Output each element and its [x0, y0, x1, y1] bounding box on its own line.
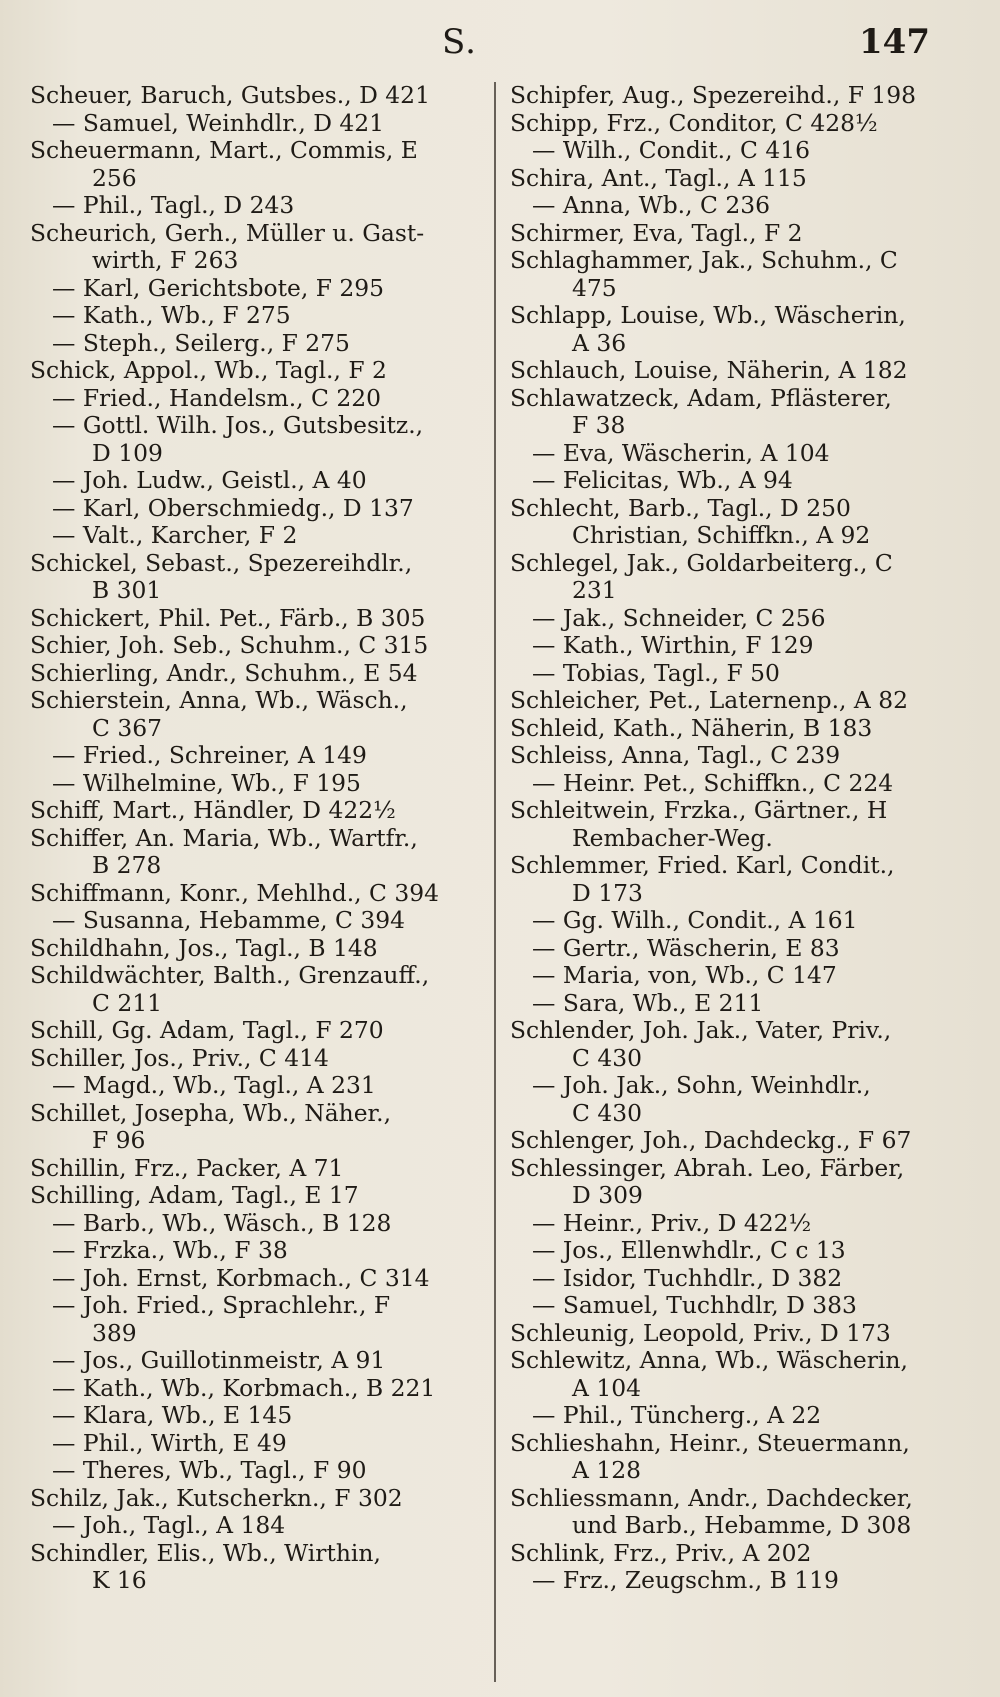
directory-entry: Schiller, Jos., Priv., C 414: [30, 1043, 329, 1072]
directory-subentry: — Gottl. Wilh. Jos., Gutsbesitz.,: [52, 411, 424, 439]
directory-subentry: — Kath., Wb., Korbmach., B 221: [52, 1373, 436, 1402]
directory-subentry: — Jak., Schneider, C 256: [532, 603, 826, 632]
directory-entry: Schillin, Frz., Packer, A 71: [30, 1153, 344, 1182]
directory-subentry: — Jos., Guillotinmeistr, A 91: [52, 1346, 386, 1374]
directory-entry: Schlapp, Louise, Wb., Wäscherin,: [510, 301, 906, 329]
entry-continuation: A 128: [572, 1456, 641, 1484]
directory-entry: Schleitwein, Frzka., Gärtner., H: [510, 796, 888, 824]
column-divider: [494, 82, 496, 1682]
directory-subentry: — Karl, Gerichtsbote, F 295: [52, 273, 385, 302]
entry-continuation: F 38: [572, 411, 626, 439]
directory-subentry: — Tobias, Tagl., F 50: [532, 658, 780, 687]
directory-entry: Schirmer, Eva, Tagl., F 2: [510, 218, 803, 247]
directory-entry: Schickel, Sebast., Spezereihdlr.,: [30, 548, 413, 577]
directory-entry: Schiff, Mart., Händler, D 422½: [30, 796, 396, 824]
directory-entry: Schipp, Frz., Conditor, C 428½: [510, 108, 878, 137]
section-letter: S.: [442, 22, 477, 62]
entry-continuation: C 367: [92, 713, 162, 742]
directory-entry: Schleiss, Anna, Tagl., C 239: [510, 741, 841, 769]
directory-entry: Schlewitz, Anna, Wb., Wäscherin,: [510, 1346, 908, 1374]
entry-continuation: 475: [572, 273, 617, 302]
directory-entry: Schierling, Andr., Schuhm., E 54: [30, 658, 418, 687]
directory-entry: Schildhahn, Jos., Tagl., B 148: [30, 933, 378, 962]
directory-entry: Schlegel, Jak., Goldarbeiterg., C: [510, 548, 893, 577]
directory-entry: Scheuermann, Mart., Commis, E: [30, 136, 418, 164]
directory-subentry: — Phil., Tüncherg., A 22: [532, 1401, 822, 1429]
directory-subentry: — Klara, Wb., E 145: [52, 1401, 293, 1429]
directory-entry: Schildwächter, Balth., Grenzauff.,: [30, 961, 430, 989]
page-header: [0, 22, 1000, 72]
directory-subentry: — Joh. Ludw., Geistl., A 40: [52, 466, 367, 494]
directory-subentry: — Isidor, Tuchhdlr., D 382: [532, 1263, 843, 1292]
directory-subentry: — Phil., Wirth, E 49: [52, 1428, 287, 1457]
directory-entry: Schick, Appol., Wb., Tagl., F 2: [30, 356, 387, 384]
directory-entry: Schlenger, Joh., Dachdeckg., F 67: [510, 1126, 912, 1154]
entry-continuation: 256: [92, 163, 137, 192]
entry-continuation: Rembacher-Weg.: [572, 823, 773, 852]
directory-entry: Schlauch, Louise, Näherin, A 182: [510, 356, 908, 384]
entry-continuation: wirth, F 263: [92, 246, 239, 274]
directory-subentry: — Theres, Wb., Tagl., F 90: [52, 1456, 367, 1484]
directory-entry: Schindler, Elis., Wb., Wirthin,: [30, 1538, 381, 1567]
directory-subentry: — Anna, Wb., C 236: [532, 191, 770, 219]
directory-subentry: — Sara, Wb., E 211: [532, 988, 764, 1017]
directory-subentry: — Jos., Ellenwhdlr., C c 13: [532, 1236, 846, 1264]
entry-continuation: A 104: [572, 1373, 641, 1402]
directory-subentry: — Frzka., Wb., F 38: [52, 1236, 288, 1264]
directory-entry: Schierstein, Anna, Wb., Wäsch.,: [30, 686, 408, 714]
entry-continuation: A 36: [572, 328, 627, 357]
entry-continuation: D 309: [572, 1181, 643, 1209]
entry-continuation: C 211: [92, 988, 162, 1017]
entry-continuation: C 430: [572, 1043, 642, 1072]
directory-entry: Schiffer, An. Maria, Wb., Wartfr.,: [30, 823, 418, 852]
directory-entry: Schlecht, Barb., Tagl., D 250: [510, 493, 851, 522]
directory-entry: Schipfer, Aug., Spezereihd., F 198: [510, 81, 917, 109]
directory-subentry: — Heinr., Priv., D 422½: [532, 1208, 812, 1237]
directory-entry: Schlink, Frz., Priv., A 202: [510, 1538, 812, 1567]
directory-entry: Schlaghammer, Jak., Schuhm., C: [510, 246, 898, 274]
directory-entry: Schleicher, Pet., Laternenp., A 82: [510, 686, 908, 714]
directory-subentry: — Susanna, Hebamme, C 394: [52, 906, 406, 934]
directory-entry: Schlieshahn, Heinr., Steuermann,: [510, 1428, 910, 1457]
directory-subentry: — Kath., Wb., F 275: [52, 301, 291, 329]
directory-entry: Scheuer, Baruch, Gutsbes., D 421: [30, 81, 430, 109]
entry-continuation: F 96: [92, 1126, 146, 1154]
directory-subentry: — Joh. Fried., Sprachlehr., F: [52, 1291, 391, 1319]
entry-continuation: B 301: [92, 576, 162, 604]
directory-entry: Schilling, Adam, Tagl., E 17: [30, 1181, 359, 1209]
entry-continuation: Christian, Schiffkn., A 92: [572, 521, 871, 549]
directory-entry: Schleid, Kath., Näherin, B 183: [510, 713, 873, 742]
directory-entry: Scheurich, Gerh., Müller u. Gast-: [30, 218, 425, 247]
directory-entry: Schleunig, Leopold, Priv., D 173: [510, 1318, 891, 1347]
directory-entry: Schlessinger, Abrah. Leo, Färber,: [510, 1153, 905, 1182]
directory-subentry: — Valt., Karcher, F 2: [52, 521, 298, 549]
directory-subentry: — Joh. Ernst, Korbmach., C 314: [52, 1263, 430, 1292]
entry-continuation: C 430: [572, 1098, 642, 1127]
directory-subentry: — Gertr., Wäscherin, E 83: [532, 933, 840, 962]
directory-entry: Schickert, Phil. Pet., Färb., B 305: [30, 603, 426, 632]
directory-entry: Schier, Joh. Seb., Schuhm., C 315: [30, 631, 429, 659]
entry-continuation: 231: [572, 576, 617, 604]
page-number: 147: [859, 22, 930, 62]
directory-entry: Schiffmann, Konr., Mehlhd., C 394: [30, 878, 439, 907]
directory-subentry: — Wilh., Condit., C 416: [532, 136, 810, 164]
directory-subentry: — Fried., Handelsm., C 220: [52, 383, 382, 412]
directory-entry: Schlender, Joh. Jak., Vater, Priv.,: [510, 1016, 892, 1044]
directory-subentry: — Wilhelmine, Wb., F 195: [52, 768, 361, 797]
directory-subentry: — Kath., Wirthin, F 129: [532, 631, 814, 659]
right-column: [510, 82, 950, 1687]
directory-subentry: — Heinr. Pet., Schiffkn., C 224: [532, 768, 894, 797]
directory-entry: Schira, Ant., Tagl., A 115: [510, 163, 807, 192]
left-column: [30, 82, 488, 1687]
directory-subentry: — Joh. Jak., Sohn, Weinhdlr.,: [532, 1071, 871, 1099]
directory-subentry: — Samuel, Weinhdlr., D 421: [52, 108, 385, 137]
directory-entry: Schilz, Jak., Kutscherkn., F 302: [30, 1483, 403, 1512]
directory-entry: Schillet, Josepha, Wb., Näher.,: [30, 1098, 392, 1127]
entry-continuation: D 173: [572, 878, 643, 907]
directory-subentry: — Barb., Wb., Wäsch., B 128: [52, 1208, 392, 1237]
entry-continuation: B 278: [92, 851, 162, 879]
directory-subentry: — Maria, von, Wb., C 147: [532, 961, 837, 989]
entry-continuation: 389: [92, 1318, 137, 1347]
directory-entry: Schill, Gg. Adam, Tagl., F 270: [30, 1016, 384, 1044]
entry-continuation: und Barb., Hebamme, D 308: [572, 1511, 912, 1539]
directory-subentry: — Samuel, Tuchhdlr, D 383: [532, 1291, 857, 1319]
directory-subentry: — Frz., Zeugschm., B 119: [532, 1566, 839, 1594]
directory-entry: Schlemmer, Fried. Karl, Condit.,: [510, 851, 895, 879]
directory-subentry: — Phil., Tagl., D 243: [52, 191, 295, 219]
directory-subentry: — Steph., Seilerg., F 275: [52, 328, 350, 357]
directory-subentry: — Joh., Tagl., A 184: [52, 1511, 286, 1539]
directory-subentry: — Magd., Wb., Tagl., A 231: [52, 1071, 376, 1099]
entry-continuation: K 16: [92, 1566, 147, 1594]
directory-entry: Schliessmann, Andr., Dachdecker,: [510, 1483, 913, 1512]
entry-continuation: D 109: [92, 438, 163, 467]
directory-subentry: — Eva, Wäscherin, A 104: [532, 438, 830, 467]
directory-subentry: — Felicitas, Wb., A 94: [532, 466, 793, 494]
directory-subentry: — Gg. Wilh., Condit., A 161: [532, 906, 858, 934]
directory-subentry: — Karl, Oberschmiedg., D 137: [52, 493, 414, 522]
directory-subentry: — Fried., Schreiner, A 149: [52, 741, 367, 769]
directory-entry: Schlawatzeck, Adam, Pflästerer,: [510, 383, 892, 412]
